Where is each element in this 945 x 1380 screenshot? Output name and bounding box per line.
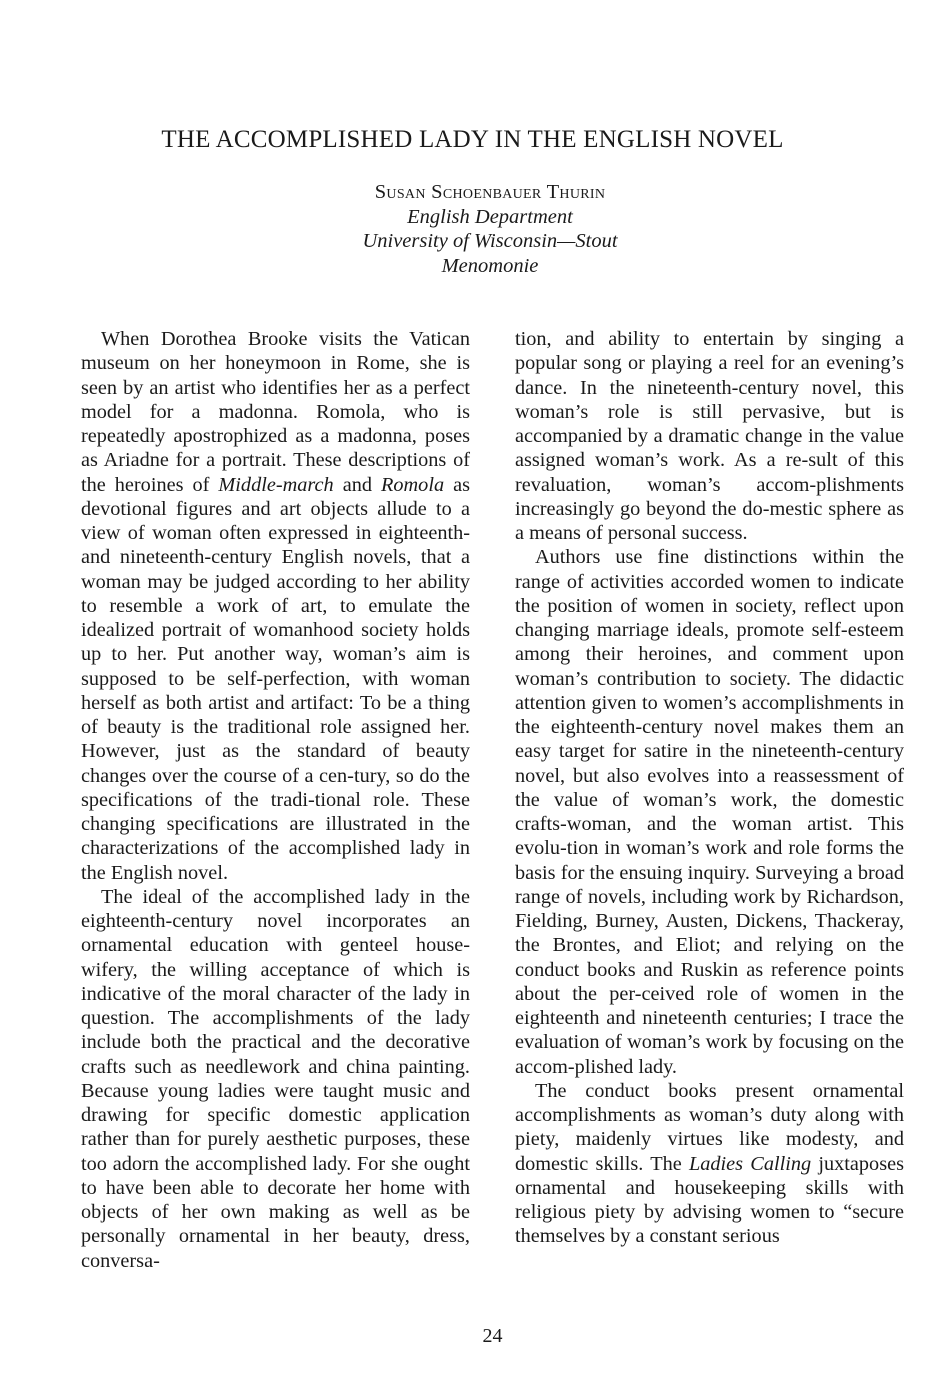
paragraph: When Dorothea Brooke visits the Vatican museum on her honeymoon in Rome, she is seen by an artist who identifies her as a perfect model for a madonna. Romola, who is repeatedly apostrophized as a madonna, poses as Ariadne for a portrait. These descriptions of the heroines of Middle-march and Romola as devotional figures and art objects allude to a view of woman often expressed in eighteenth- and nineteenth-century English novels, that a woman may be judged according to her ability to resemble a work of art, to emulate the idealized portrait of womanhood society holds up to her. Put another way, woman’s aim is supposed to be self-perfection, with woman herself as both artist and artifact: To be a thing of beauty is the traditional role assigned her. However, just as the standard of beauty changes over the course of a cen-tury, so do the specifications of the tradi-tional role. These changing specifications are illustrated in the characterizations of the accomplished lady in the English novel. xyxy=(81,328,470,884)
book-title-ladies-calling: Ladies Calling xyxy=(688,1152,812,1175)
byline xyxy=(0,180,945,278)
paragraph-continued: tion, and ability to entertain by singing a popular song or playing a reel for an evening’s dance. In the nineteenth-century novel, this woman’s role is still pervasive, but is accompanied by a dramatic change in the value assigned woman’s work. As a re-sult of this revaluation, woman’s accom-plishments increasingly go beyond the do-mestic sphere as a means of personal success. xyxy=(515,328,904,544)
author-name: Susan Schoenbauer Thurin xyxy=(374,181,606,203)
author-location: Menomonie xyxy=(441,254,539,277)
novel-title-romola: Romola xyxy=(381,473,445,496)
paragraph: Authors use fine distinctions within the range of activities accorded women to indicate the position of women in society, reflect upon changing marriage ideals, promote self-esteem among their heroines, and comment upon woman’s contribution to society. The didactic attention given to women’s accomplishments in the eighteenth-century novel makes them an easy target for satire in the nineteenth-century novel, but also evolves into a reassessment of the value of woman’s work, the domestic crafts-woman, and the woman artist. This evolu-tion in woman’s work and role forms the basis for the ensuing inquiry. Surveying a broad range of novels, including work by Richardson, Fielding, Burney, Austen, Dickens, Thackeray, the Brontes, and Eliot; and relying on the conduct books and Ruskin as reference points about the per-ceived role of women in the eighteenth and nineteenth centuries; I trace the evaluation of woman’s work by focusing on the accom-plished lady. xyxy=(515,546,904,1078)
paragraph: The conduct books present ornamental accomplishments as woman’s duty along with piety, maidenly virtues like modesty, and domestic skills. The Ladies Calling juxtaposes ornamental and housekeeping skills with religious piety by advising women to “secure themselves by a constant serious xyxy=(515,1079,904,1248)
article-title: THE ACCOMPLISHED LADY IN THE ENGLISH NOVEL xyxy=(161,126,784,153)
page-number: 24 xyxy=(482,1325,503,1347)
paragraph: The ideal of the accomplished lady in the eighteenth-century novel incorporates an ornamental education with genteel house-wifery, the willing acceptance of which is indicative of the moral character of the lady in question. The accomplishments of the lady include both the practical and the decorative crafts such as needlework and china painting. Because young ladies were taught music and drawing for specific domestic application rather than for purely aesthetic purposes, these too adorn the accomplished lady. For she ought to have been able to decorate her home with objects of her own making as well as be personally ornamental in her beauty, dress, conversa- xyxy=(81,885,470,1272)
novel-title-middlemarch: Middle-march xyxy=(218,473,334,496)
author-university: University of Wisconsin—Stout xyxy=(362,230,618,252)
right-column xyxy=(515,327,904,1249)
left-column xyxy=(81,327,470,1273)
author-department: English Department xyxy=(407,205,573,228)
